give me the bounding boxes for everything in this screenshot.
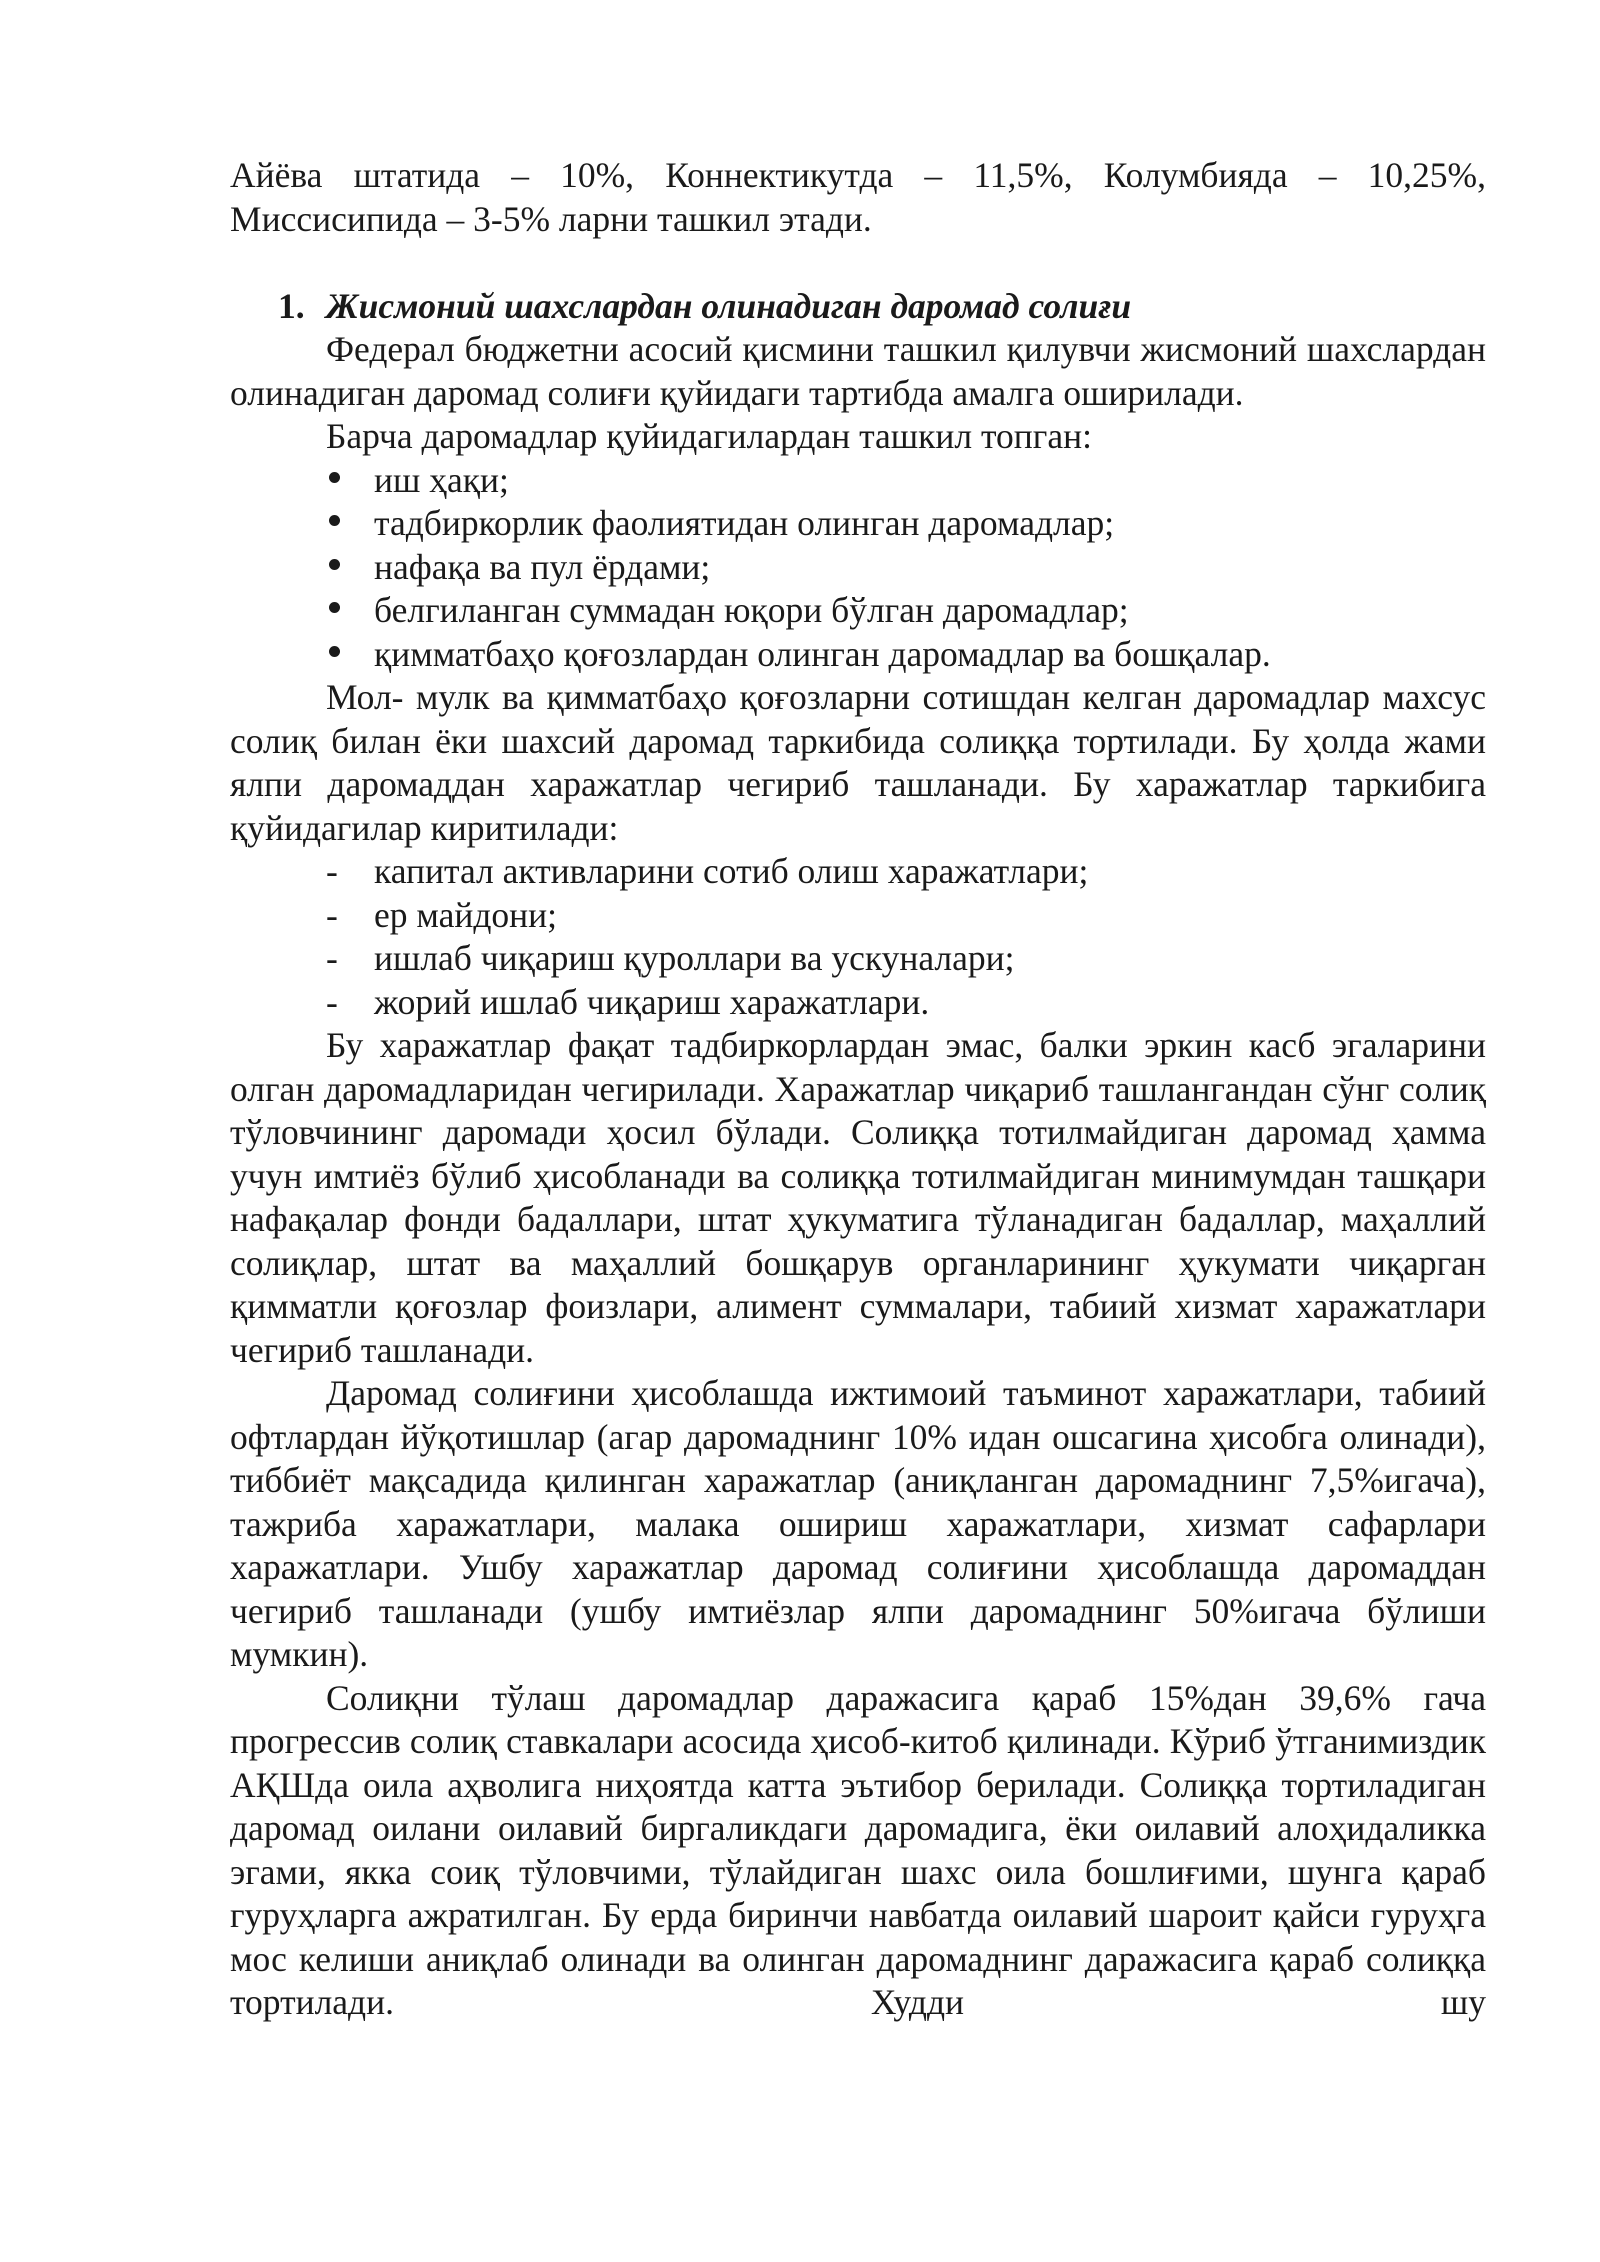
- dash-marker: -: [326, 894, 338, 935]
- list-item-text: ишлаб чиқариш қуроллари ва ускуналари;: [374, 938, 1015, 978]
- list-item: [230, 894, 1486, 938]
- list-item-text: белгиланган суммадан юқори бўлган даромадлар;: [374, 590, 1129, 630]
- list-item-text: қимматбаҳо қоғозлардан олинган даромадлар ва бошқалар.: [374, 633, 1271, 674]
- dash-marker: -: [326, 938, 338, 978]
- list-item-text: ер майдони;: [374, 894, 558, 935]
- intro-paragraph: Айёва штатида – 10%, Коннектикутда – 11,5%, Колумбияда – 10,25%, Миссисипида – 3-5% ларни ташкил этади.: [230, 155, 1486, 239]
- dash-marker: -: [326, 981, 338, 1022]
- bullet-icon: [329, 472, 340, 483]
- section-title: Жисмоний шахслардан олинадиган даромад солиғи: [326, 285, 1132, 326]
- list-item: [230, 981, 1486, 1025]
- list-item-text: капитал активларини сотиб олиш харажатлари;: [374, 851, 1089, 891]
- paragraph-1: Федерал бюджетни асосий қисмини ташкил қилувчи жисмоний шахслардан олинадиган даромад солиғи қуйидаги тартибда амалга оширилади.: [230, 329, 1486, 413]
- paragraph-6: Солиқни тўлаш даромадлар даражасига қараб 15%дан 39,6% гача прогрессив солиқ ставкалари асосида ҳисоб-китоб қилинади. Кўриб ўтганимиздик АҚШда оила аҳволига ниҳоятда катта эътибор берилади. Солиққа тортиладиган даромад оилани оилавий биргаликдаги даромадига, ёки оилавий алоҳидаликка эгами, якка соиқ тўловчими, тўлайдиган шахс оила бошлиғими, шунга қараб гуруҳларга ажратилган. Бу ерда биринчи навбатда оилавий шароит қайси гуруҳга мос келиши аниқлаб олинади ва олинган даромаднинг даражасига қараб солиққа тортилади. Худди шу: [230, 1677, 1486, 2022]
- paragraph-4: Бу харажатлар фақат тадбиркорлардан эмас, балки эркин касб эгаларини олган даромадларидан чегирилади. Харажатлар чиқариб ташлангандан сўнг солиқ тўловчининг даромади ҳосил бўлади. Солиққа тотилмайдиган даромад ҳамма учун имтиёз бўлиб ҳисобланади ва солиққа тотилмайдиган минимумдан ташқари нафақалар фонди бадаллари, штат ҳукуматига тўланадиган бадаллар, маҳаллий солиқлар, штат ва маҳаллий бошқарув органларининг ҳукумати чиқарган қимматли қоғозлар фоизлари, алимент суммалари, табиий хизмат харажатлари чегириб ташланади.: [230, 1025, 1486, 1370]
- list-item-text: тадбиркорлик фаолиятидан олинган даромадлар;: [374, 503, 1115, 543]
- bullet-list: [230, 459, 1486, 677]
- bullet-icon: [329, 559, 340, 570]
- list-item-text: жорий ишлаб чиқариш харажатлари.: [374, 981, 930, 1022]
- section-number: 1.: [278, 285, 305, 326]
- bullet-icon: [329, 515, 340, 526]
- list-item-text: иш ҳақи;: [374, 459, 509, 500]
- bullet-icon: [329, 646, 340, 657]
- list-item: [230, 589, 1486, 633]
- list-item: [230, 546, 1486, 590]
- dash-list: [230, 850, 1486, 1024]
- list-item: [230, 459, 1486, 503]
- list-item: [230, 502, 1486, 546]
- dash-marker: -: [326, 851, 338, 891]
- list-item-text: нафақа ва пул ёрдами;: [374, 546, 711, 587]
- list-item: [230, 850, 1486, 894]
- blank-line: [230, 241, 1486, 285]
- list-item: [230, 937, 1486, 981]
- section-heading: [230, 285, 1486, 329]
- bullet-icon: [329, 602, 340, 613]
- paragraph-2: Барча даромадлар қуйидагилардан ташкил топган:: [326, 416, 1092, 456]
- document-page: [230, 154, 1486, 2025]
- paragraph-5: Даромад солиғини ҳисоблашда ижтимоий таъминот харажатлари, табиий офтлардан йўқотишлар (агар даромаднинг 10% идан ошсагина ҳисобга олинади), тиббиёт мақсадида қилинган харажатлар (аниқланган даромаднинг 7,5%игача), тажриба харажатлари, малака ошириш харажатлари, хизмат сафарлари харажатлари. Ушбу харажатлар даромад солиғини ҳисоблашда даромаддан чегириб ташланади (ушбу имтиёзлар ялпи даромаднинг 50%игача бўлиши мумкин).: [230, 1373, 1486, 1674]
- list-item: [230, 633, 1486, 677]
- paragraph-3: Мол- мулк ва қимматбаҳо қоғозларни сотишдан келган даромадлар махсус солиқ билан ёки шахсий даромад таркибида солиққа тортилади. Бу ҳолда жами ялпи даромаддан харажатлар чегириб ташланади. Бу харажатлар таркибига қуйидагилар киритилади:: [230, 677, 1486, 848]
